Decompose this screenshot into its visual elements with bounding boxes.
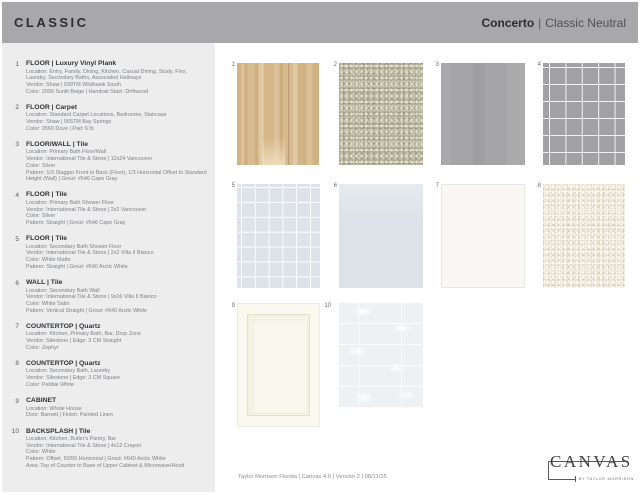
spec-item-detail: Area: Top of Counter to Base of Upper Cabinet & Microwave/Hood bbox=[26, 462, 185, 469]
spec-item-title: WALL | Tile bbox=[26, 279, 63, 287]
spec-item-title: COUNTERTOP | Quartz bbox=[26, 359, 101, 367]
swatch-quartz-pebble-white bbox=[543, 184, 625, 288]
header-collection bbox=[482, 16, 627, 30]
spec-item-number: 4 bbox=[15, 191, 19, 199]
spec-item-detail: Color: 2099 Sunlit Beige | Handrail Stain: Driftwood bbox=[26, 88, 149, 95]
spec-item bbox=[2, 360, 207, 389]
spec-item-detail: Vendor: Silestone | Edge: 3 CM Square bbox=[26, 375, 120, 382]
spec-item bbox=[2, 60, 207, 95]
spec-item-detail: Color: White Matte bbox=[26, 257, 71, 264]
spec-item-detail: Vendor: Shaw | 599TM Wildhawk South bbox=[26, 81, 121, 88]
spec-item-detail: Location: Entry, Family, Dining, Kitchen, Casual Dining, Study, Flex, Laundry, Secondary Baths, Associated Hallways bbox=[26, 68, 187, 82]
spec-item-detail: Location: Primary Bath Floor/Wall bbox=[26, 149, 107, 156]
spec-item bbox=[2, 428, 207, 470]
spec-item-detail: Vendor: International Tile & Stone | 12x24 Vancouver bbox=[26, 156, 153, 163]
spec-item-title: CABINET bbox=[26, 397, 57, 405]
spec-item-title: FLOOR | Tile bbox=[26, 235, 68, 243]
swatch-mosaic-vancouver bbox=[543, 63, 625, 165]
spec-item-detail: Location: Secondary Bath Shower Floor bbox=[26, 243, 122, 250]
swatch-tile-villa-bianco bbox=[339, 184, 423, 288]
spec-item-detail: Pattern: Vertical Straight | Grout: #640 Arctic White bbox=[26, 307, 147, 314]
spec-item-detail: Color: Pebble White bbox=[26, 381, 74, 388]
spec-item-detail: Pattern: Offset, 50/50 Horizontal | Grout: #640 Arctic White bbox=[26, 456, 166, 463]
spec-item-body bbox=[26, 60, 207, 95]
spec-item-body bbox=[26, 191, 207, 226]
footer-caption: Taylor Morrison Florida | Canvas 4.0 | Version 2 | 08/11/25 bbox=[238, 474, 387, 480]
spec-item-detail: Vendor: International Tile & Stone | 4x12 Crayon bbox=[26, 442, 142, 449]
spec-item-body bbox=[26, 235, 207, 270]
cabinet-door-panel bbox=[252, 319, 305, 411]
spec-item bbox=[2, 235, 207, 270]
swatch-luxury-vinyl-plank bbox=[237, 63, 319, 165]
spec-item-detail: Vendor: International Tile & Stone | 2x2 Vancouver bbox=[26, 206, 147, 213]
spec-item-detail: Location: Kitchen, Primary Bath, Bar, Drop Zone bbox=[26, 331, 142, 338]
spec-item-detail: Location: Secondary Bath Wall bbox=[26, 287, 100, 294]
spec-item-detail: Vendor: Shaw | 565TM Bay Springs bbox=[26, 119, 112, 126]
spec-item-detail: Location: Standard Carpet Locations, Bedrooms, Staircase bbox=[26, 112, 167, 119]
spec-item-number: 3 bbox=[15, 141, 19, 149]
cabinet-door-frame bbox=[247, 314, 310, 416]
spec-item bbox=[2, 323, 207, 352]
spec-item bbox=[2, 279, 207, 314]
spec-item-detail: Vendor: Silestone | Edge: 3 CM Straight bbox=[26, 338, 122, 345]
swatch-number: 10 bbox=[324, 303, 331, 309]
collection-separator: | bbox=[538, 15, 542, 30]
swatch-number: 6 bbox=[333, 183, 337, 189]
swatch-quartz-zephyr bbox=[441, 184, 525, 288]
spec-item-number: 5 bbox=[15, 235, 19, 243]
spec-item-body bbox=[26, 104, 207, 133]
canvas-logo bbox=[548, 452, 634, 489]
spec-item bbox=[2, 397, 207, 419]
spec-item-detail: Pattern: 1/3 Stagger Front to Back (Floor), 1/3 Horizontal Offset to Standard Height (Wall) | Grout: #546 Cape Gray bbox=[26, 169, 207, 183]
spec-item-detail: Color: Silver bbox=[26, 213, 56, 220]
spec-item-detail: Color: Silver bbox=[26, 162, 56, 169]
spec-item-body bbox=[26, 141, 207, 183]
swatch-carpet bbox=[339, 63, 423, 165]
swatch-tile-vancouver bbox=[441, 63, 525, 165]
spec-item-detail: Location: Secondary Bath, Laundry bbox=[26, 368, 111, 375]
spec-item-body bbox=[26, 428, 207, 470]
spec-item-number: 1 bbox=[15, 60, 19, 68]
spec-item-detail: Color: Zephyr bbox=[26, 344, 59, 351]
spec-item-body bbox=[26, 360, 207, 389]
swatch-cabinet-door bbox=[237, 303, 320, 427]
spec-item-title: FLOOR | Tile bbox=[26, 191, 68, 199]
spec-item bbox=[2, 141, 207, 183]
spec-item-detail: Location: Kitchen, Butler's Pantry, Bar bbox=[26, 436, 117, 442]
spec-item-detail: Location: Primary Bath Shower Floor bbox=[26, 199, 115, 206]
swatch-mosaic-villa-bianco bbox=[237, 184, 320, 288]
spec-item-number: 6 bbox=[15, 279, 19, 287]
spec-item-body bbox=[26, 279, 207, 314]
collection-name: Concerto bbox=[481, 15, 535, 30]
spec-item-detail: Vendor: International Tile & Stone | 2x2 Villa II Bianco bbox=[26, 250, 154, 257]
canvas-logo-tagline: BY TAYLOR MORRISON bbox=[575, 476, 634, 482]
spec-item-detail: Color: 0560 Dove | Pad: 6 lb bbox=[26, 125, 94, 132]
palette-name: Classic Neutral bbox=[545, 15, 626, 30]
spec-item-number: 10 bbox=[11, 428, 19, 435]
spec-item-detail: Door: Barnett | Finish: Painted Linen bbox=[26, 412, 113, 419]
header-bar bbox=[2, 2, 638, 43]
spec-item-number: 7 bbox=[15, 323, 19, 331]
spec-item-detail: Color: White bbox=[26, 449, 56, 456]
spec-item-title: FLOOR | Carpet bbox=[26, 103, 77, 111]
spec-item-number: 8 bbox=[15, 360, 19, 368]
spec-item-detail: Location: Whole House bbox=[26, 405, 82, 412]
swatch-number: 4 bbox=[537, 62, 541, 68]
swatch-number: 2 bbox=[333, 62, 337, 68]
swatch-number: 1 bbox=[231, 62, 235, 68]
spec-item-title: BACKSPLASH | Tile bbox=[26, 427, 91, 435]
spec-item-number: 2 bbox=[15, 104, 19, 112]
spec-item bbox=[2, 104, 207, 133]
spec-item-body bbox=[26, 323, 207, 352]
spec-item-detail: Color: White Satin bbox=[26, 300, 70, 307]
spec-panel bbox=[2, 43, 215, 492]
spec-item-detail: Pattern: Straight | Grout: #640 Arctic White bbox=[26, 263, 128, 270]
spec-item-title: COUNTERTOP | Quartz bbox=[26, 322, 101, 330]
swatch-number: 7 bbox=[435, 183, 439, 189]
canvas-logo-wordmark: CANVAS bbox=[550, 452, 633, 471]
spec-item-body bbox=[26, 397, 207, 419]
spec-item-detail: Vendor: International Tile & Stone | 9x16 Villa II Bianco bbox=[26, 294, 157, 301]
spec-item bbox=[2, 191, 207, 226]
swatch-number: 5 bbox=[231, 183, 235, 189]
swatch-number: 3 bbox=[435, 62, 439, 68]
swatch-number: 8 bbox=[537, 183, 541, 189]
spec-item-title: FLOOR | Luxury Vinyl Plank bbox=[26, 60, 117, 67]
spec-item-title: FLOOR/WALL | Tile bbox=[26, 140, 89, 148]
spec-item-number: 9 bbox=[15, 397, 19, 405]
swatch-backsplash-crayon bbox=[339, 303, 423, 408]
spec-item-detail: Pattern: Straight | Grout: #546 Cape Gray bbox=[26, 220, 126, 227]
page-title: CLASSIC bbox=[14, 15, 89, 30]
swatch-number: 9 bbox=[231, 303, 235, 309]
